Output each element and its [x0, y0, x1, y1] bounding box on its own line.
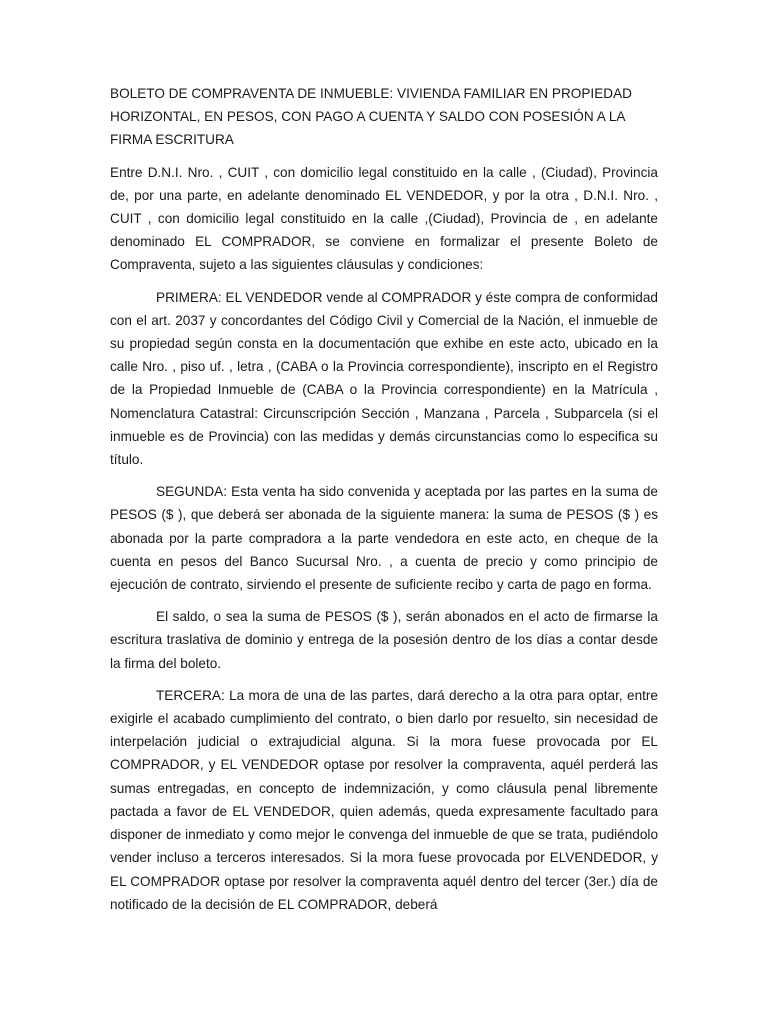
clause-saldo: El saldo, o sea la suma de PESOS ($ ), serán abonados en el acto de firmarse la escritura traslativa de dominio y entrega de la posesión dentro de los días a contar desde la firma del boleto. — [110, 609, 658, 671]
intro-paragraph: Entre D.N.I. Nro. , CUIT , con domicilio legal constituido en la calle , (Ciudad), Provincia de, por una parte, en adelante denominado EL VENDEDOR, y por la otra , D.N.I. Nro. , CUIT , con domicilio legal constituido en la calle ,(Ciudad), Provincia de , en adelante denominado EL COMPRADOR, se conviene en formalizar el presente Boleto de Compraventa, sujeto a las siguientes cláusulas y condiciones: — [110, 164, 658, 273]
document-body — [110, 82, 658, 925]
clause-segunda: SEGUNDA: Esta venta ha sido convenida y aceptada por las partes en la suma de PESOS ($ ), que deberá ser abonada de la siguiente manera: la suma de PESOS ($ ) es abonada por la parte compradora a la parte vendedora en este acto, en cheque de la cuenta en pesos del Banco Sucursal Nro. , a cuenta de precio y como principio de ejecución de contrato, sirviendo el presente de suficiente recibo y carta de pago en forma. — [110, 484, 658, 593]
clause-tercera: TERCERA: La mora de una de las partes, dará derecho a la otra para optar, entre exigirle el acabado cumplimiento del contrato, o bien darlo por resuelto, sin necesidad de interpelación judicial o extrajudicial alguna. Si la mora fuese provocada por EL COMPRADOR, y EL VENDEDOR optase por resolver la compraventa, aquél perderá las sumas entregadas, en concepto de indemnización, y como cláusula penal libremente pactada a favor de EL VENDEDOR, quien además, queda expresamente facultado para disponer de inmediato y como mejor le convenga del inmueble de que se trata, pudiéndolo vender incluso a terceros interesados. Si la mora fuese provocada por ELVENDEDOR, y EL COMPRADOR optase por resolver la compraventa aquél dentro del tercer (3er.) día de notificado de la decisión de EL COMPRADOR, deberá — [110, 687, 658, 912]
document-title: BOLETO DE COMPRAVENTA DE INMUEBLE: VIVIENDA FAMILIAR EN PROPIEDAD HORIZONTAL, EN PESOS, CON PAGO A CUENTA Y SALDO CON POSESIÓN A LA FIRMA ESCRITURA — [110, 86, 632, 148]
clause-primera: PRIMERA: EL VENDEDOR vende al COMPRADOR y éste compra de conformidad con el art. 2037 y concordantes del Código Civil y Comercial de la Nación, el inmueble de su propiedad según consta en la documentación que exhibe en este acto, ubicado en la calle Nro. , piso uf. , letra , (CABA o la Provincia correspondiente), inscripto en el Registro de la Propiedad Inmueble de (CABA o la Provincia correspondiente) en la Matrícula , Nomenclatura Catastral: Circunscripción Sección , Manzana , Parcela , Subparcela (si el inmueble es de Provincia) con las medidas y demás circunstancias como lo especifica su título. — [110, 289, 658, 468]
